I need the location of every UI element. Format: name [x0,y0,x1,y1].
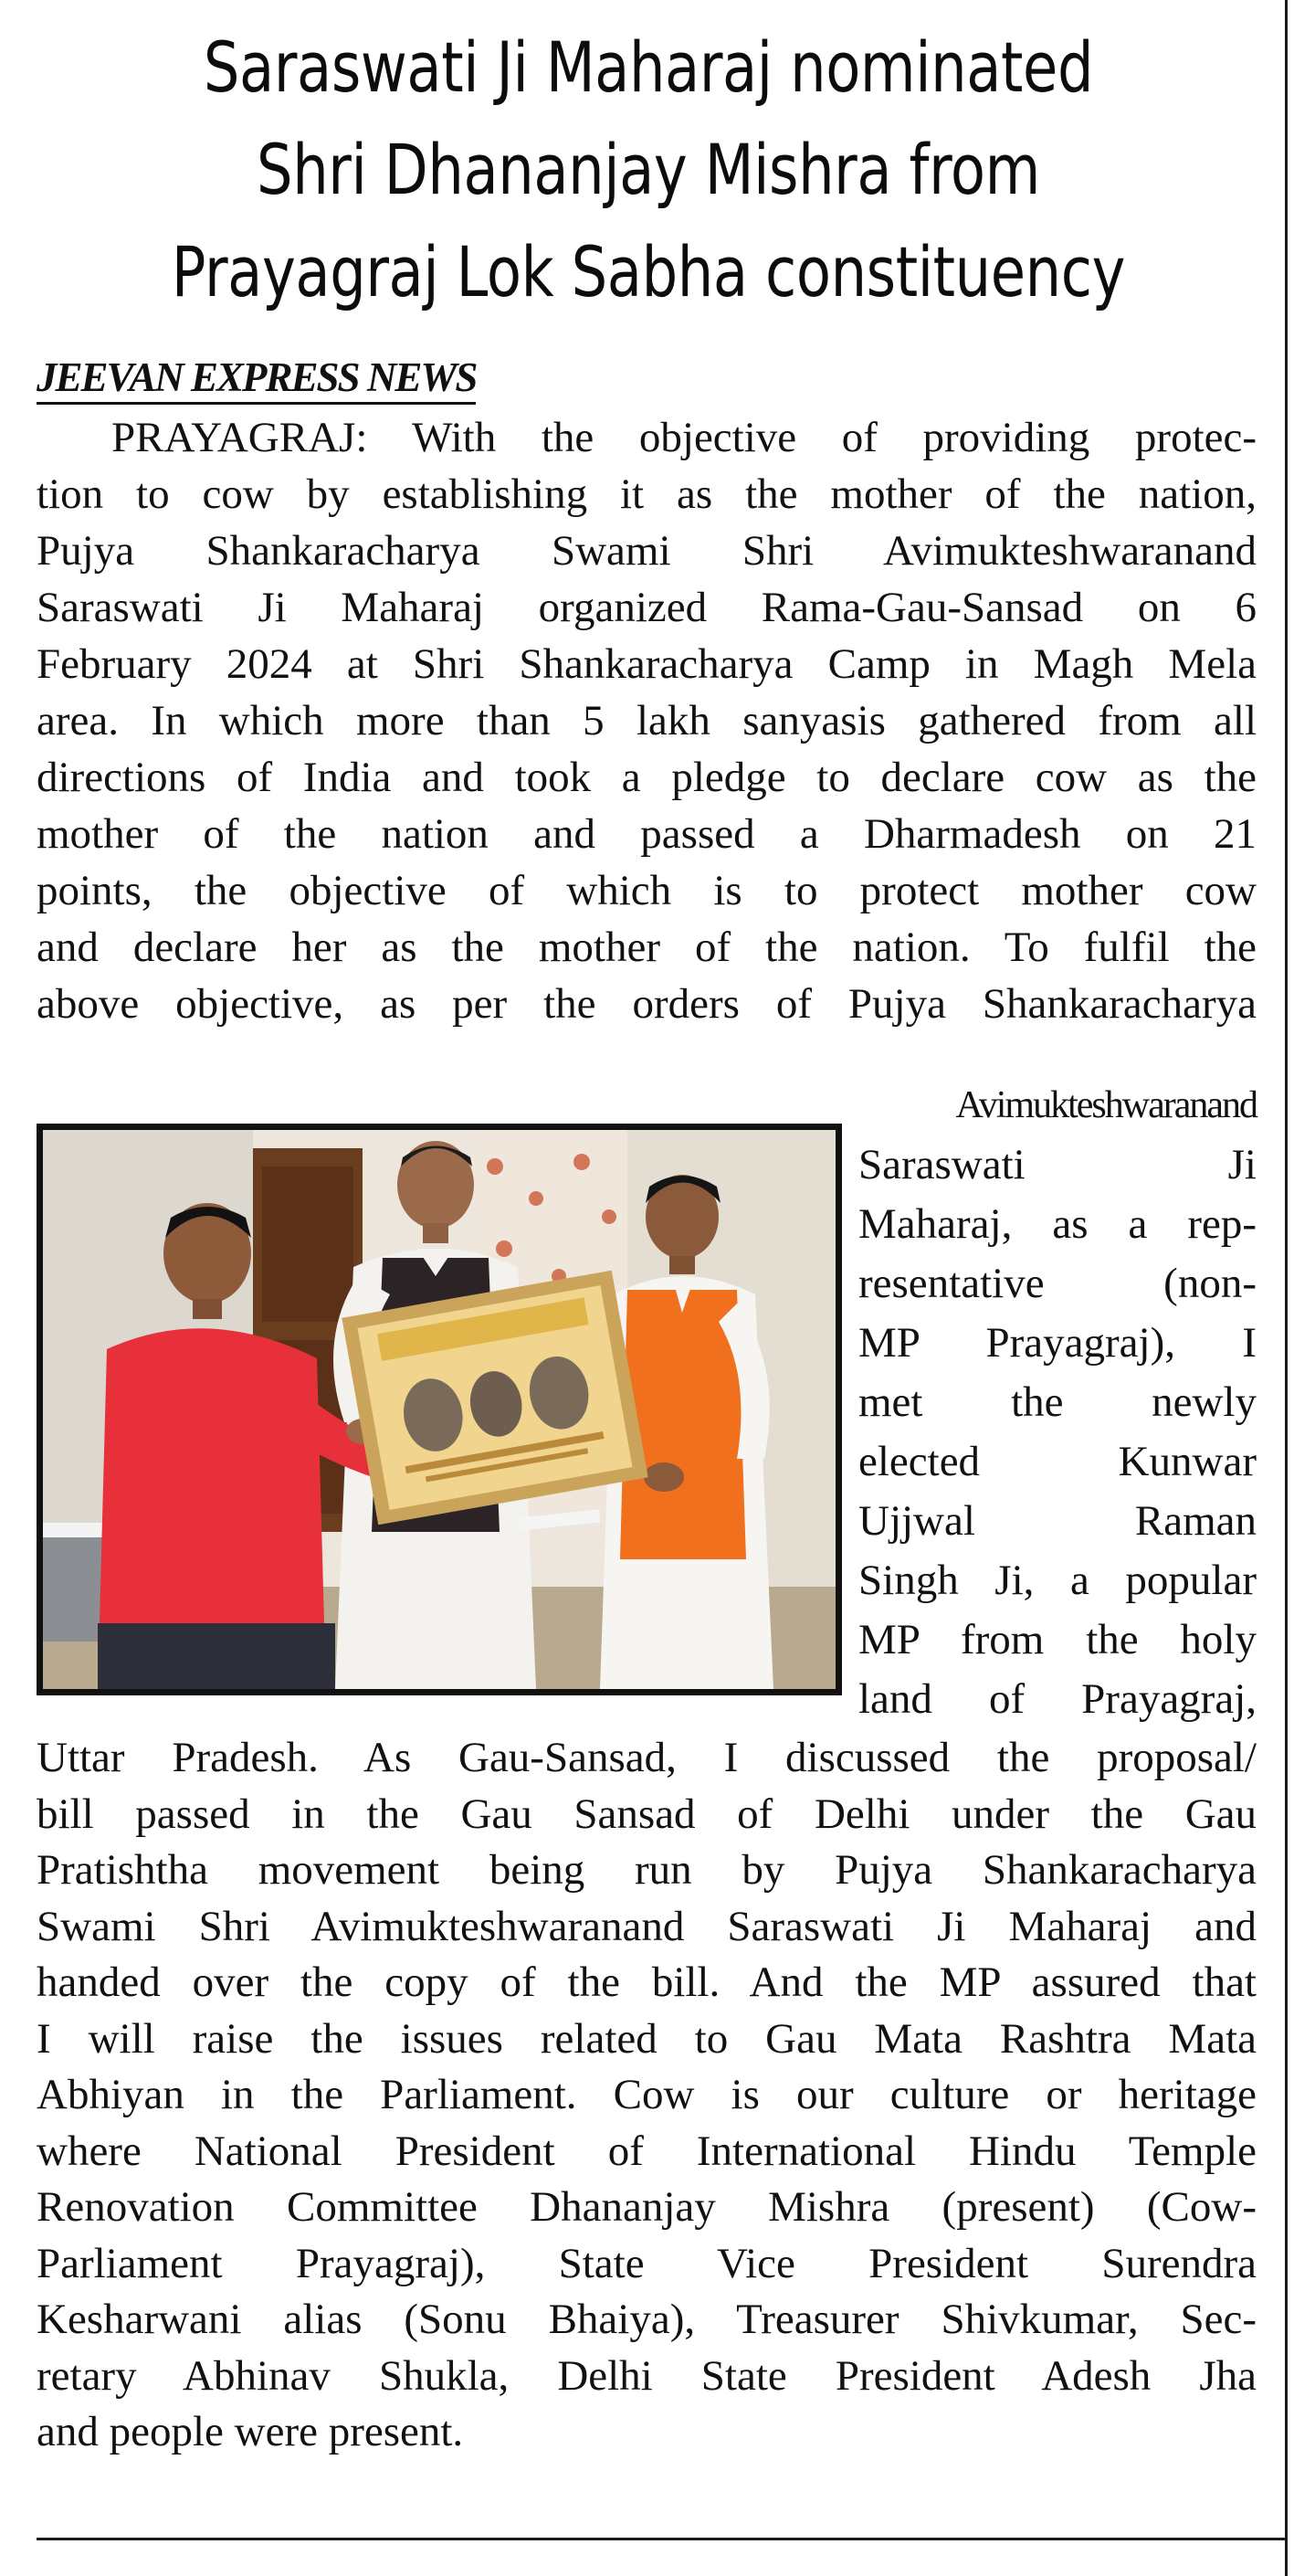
body-line: Pratishtha movement being run by Pujya Shankaracharya [37,1846,1257,1894]
body-line: Saraswati Ji [858,1141,1257,1188]
body-line: Maharaj, as a rep- [858,1200,1257,1248]
photo-illustration [43,1130,836,1689]
body-line: Abhiyan in the Parliament. Cow is our culture or heritage [37,2071,1257,2118]
body-line: Parliament Prayagraj), State Vice President Surendra [37,2239,1257,2287]
body-line: I will raise the issues related to Gau Mata Rashtra Mata [37,2014,1257,2063]
body-line: area. In which more than 5 lakh sanyasis gathered from all [37,697,1257,744]
body-line: MP from the holy [858,1616,1257,1663]
body-line: MP Prayagraj), I [858,1319,1257,1367]
body-line: Swami Shri Avimukteshwaranand Saraswati Ji Maharaj and [37,1902,1257,1950]
byline: JEEVAN EXPRESS NEWS [37,354,476,405]
body-line: met the newly [858,1378,1257,1426]
body-line: tion to cow by establishing it as the mother of the nation, [37,470,1257,518]
news-photo [37,1124,842,1695]
body-line: mother of the nation and passed a Dharmadesh on 21 [37,810,1257,858]
body-line: and people were present. [37,2408,464,2455]
headline-line: Saraswati Ji Maharaj nominated [203,26,1094,108]
body-line: Ujjwal Raman [858,1497,1257,1545]
bottom-rule [37,2538,1286,2540]
body-line: resentative (non- [858,1260,1257,1307]
column-rule-right [1285,0,1288,2576]
body-line: directions of India and took a pledge to declare cow as the [37,754,1257,801]
body-line: PRAYAGRAJ: With the objective of providing protec- [111,414,1257,461]
body-text-beside-photo [858,1076,1257,1729]
body-line: bill passed in the Gau Sansad of Delhi under the Gau [37,1789,1257,1838]
body-line: February 2024 at Shri Shankaracharya Camp in Magh Mela [37,640,1257,688]
body-line: land of Prayagraj, [858,1675,1257,1723]
body-line: points, the objective of which is to protect mother cow [37,867,1257,914]
body-line: Singh Ji, a popular [858,1557,1257,1604]
body-line: Uttar Pradesh. As Gau-Sansad, I discussed the proposal/ [37,1734,1257,1781]
body-text-top [37,409,1257,1032]
body-line: and declare her as the mother of the nation. To fulfil the [37,924,1257,971]
body-line: above objective, as per the orders of Pujya Shankaracharya [37,980,1257,1028]
headline-line: Shri Dhananjay Mishra from [257,129,1040,210]
headline-line: Prayagraj Lok Sabha constituency [171,231,1126,312]
body-line: where National President of International Hindu Temple [37,2127,1257,2175]
body-line: Avimukteshwaranand [955,1084,1257,1126]
body-line: elected Kunwar [858,1438,1257,1485]
body-line: Saraswati Ji Maharaj organized Rama-Gau-Sansad on 6 [37,584,1257,631]
body-line: retary Abhinav Shukla, Delhi State President Adesh Jha [37,2351,1257,2400]
body-line: Renovation Committee Dhananjay Mishra (present) (Cow- [37,2183,1257,2231]
body-text-bottom [37,1730,1257,2461]
body-line: Kesharwani alias (Sonu Bhaiya), Treasurer Shivkumar, Sec- [37,2296,1257,2343]
body-line: handed over the copy of the bill. And the MP assured that [37,1958,1257,2006]
body-line: Pujya Shankaracharya Swami Shri Avimukteshwaranand [37,527,1257,575]
headline [147,16,1151,323]
